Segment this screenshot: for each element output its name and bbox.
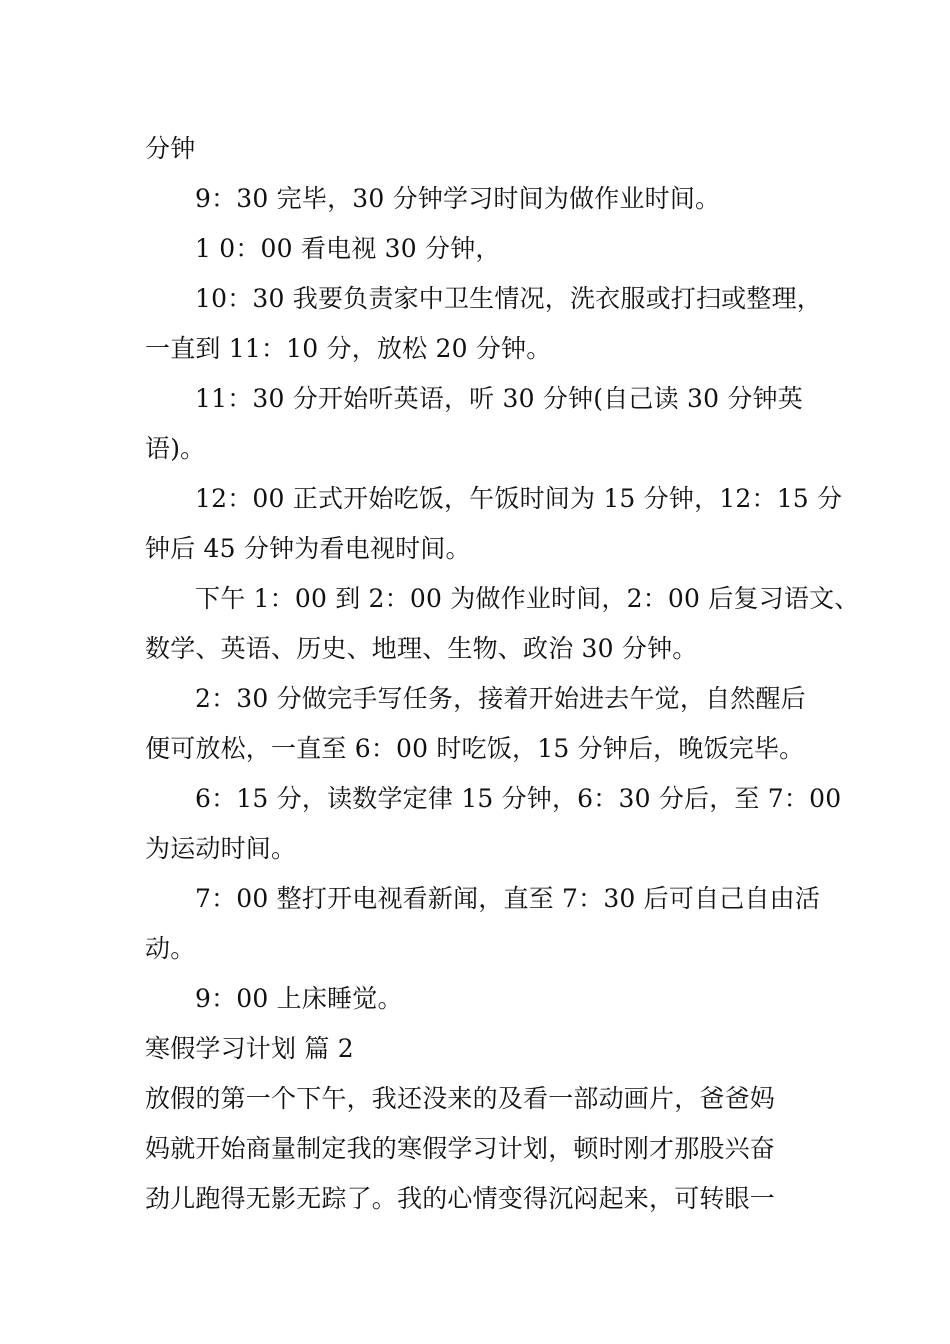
text-line: 10：30 我要负责家中卫生情况，洗衣服或打扫或整理， <box>195 284 822 313</box>
document-body <box>145 124 860 1224</box>
text-line: 下午 1：00 到 2：00 为做作业时间，2：00 后复习语文、 <box>195 584 860 613</box>
text-line: 数学、英语、历史、地理、生物、政治 30 分钟。 <box>145 634 698 663</box>
text-line: 12：00 正式开始吃饭，午饭时间为 15 分钟，12：15 分 <box>195 484 843 513</box>
text-line: 动。 <box>145 934 196 963</box>
text-line: 语)。 <box>145 434 206 463</box>
text-line: 便可放松，一直至 6：00 时吃饭，15 分钟后，晚饭完毕。 <box>145 734 805 763</box>
text-line: 7：00 整打开电视看新闻，直至 7：30 后可自己自由活 <box>195 884 821 913</box>
text-line: 分钟 <box>145 134 196 163</box>
text-line: 一直到 11：10 分，放松 20 分钟。 <box>145 334 552 363</box>
text-line: 6：15 分，读数学定律 15 分钟，6：30 分后，至 7：00 <box>195 784 842 813</box>
text-line: 9：00 上床睡觉。 <box>195 984 403 1013</box>
text-line: 9：30 完毕，30 分钟学习时间为做作业时间。 <box>195 184 721 213</box>
text-line: 钟后 45 分钟为看电视时间。 <box>145 534 471 563</box>
section-heading: 寒假学习计划 篇 2 <box>145 1034 354 1063</box>
text-line: 1 0：00 看电视 30 分钟， <box>195 234 501 263</box>
text-line: 11：30 分开始听英语，听 30 分钟(自己读 30 分钟英 <box>195 384 803 413</box>
text-line: 放假的第一个下午，我还没来的及看一部动画片，爸爸妈 <box>145 1084 776 1113</box>
text-line: 妈就开始商量制定我的寒假学习计划，顿时刚才那股兴奋 <box>145 1134 776 1163</box>
text-line: 为运动时间。 <box>145 834 297 863</box>
text-line: 劲儿跑得无影无踪了。我的心情变得沉闷起来，可转眼一 <box>145 1184 776 1213</box>
text-line: 2：30 分做完手写任务，接着开始进去午觉，自然醒后 <box>195 684 806 713</box>
